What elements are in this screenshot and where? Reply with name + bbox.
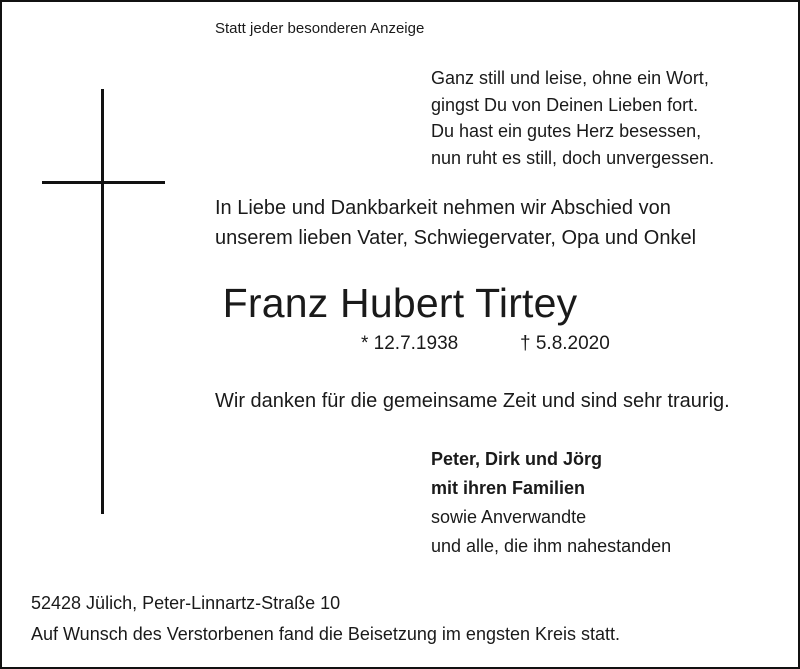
death-date: † 5.8.2020 bbox=[520, 333, 610, 354]
signature-block bbox=[431, 445, 671, 561]
mourner-names: Peter, Dirk und Jörg bbox=[431, 449, 603, 469]
poem-line: Ganz still und leise, ohne ein Wort, bbox=[431, 68, 709, 88]
thanks-text: Wir danken für die gemeinsame Zeit und sind sehr traurig. bbox=[215, 390, 730, 412]
intro-text bbox=[215, 193, 696, 253]
intro-line: unserem lieben Vater, Schwiegervater, Opa und Onkel bbox=[215, 227, 697, 249]
burial-note: Auf Wunsch des Verstorbenen fand die Beisetzung im engsten Kreis statt. bbox=[31, 624, 621, 644]
mourner-others: und alle, die ihm nahestanden bbox=[431, 536, 672, 556]
birth-date: * 12.7.1938 bbox=[361, 333, 459, 354]
intro-line: In Liebe und Dankbarkeit nehmen wir Abschied von bbox=[215, 197, 671, 219]
poem-line: Du hast ein gutes Herz besessen, bbox=[431, 121, 702, 141]
address-text: 52428 Jülich, Peter-Linnartz-Straße 10 bbox=[31, 593, 341, 613]
poem-line: nun ruht es still, doch unvergessen. bbox=[431, 147, 715, 168]
mourner-relatives: sowie Anverwandte bbox=[431, 507, 587, 527]
mourner-families: mit ihren Familien bbox=[431, 478, 586, 498]
poem-line: gingst Du von Deinen Lieben fort. bbox=[431, 94, 699, 115]
header-text: Statt jeder besonderen Anzeige bbox=[215, 20, 425, 37]
cross-horizontal-bar bbox=[42, 181, 165, 184]
poem bbox=[431, 65, 714, 171]
deceased-name: Franz Hubert Tirtey bbox=[222, 280, 578, 326]
